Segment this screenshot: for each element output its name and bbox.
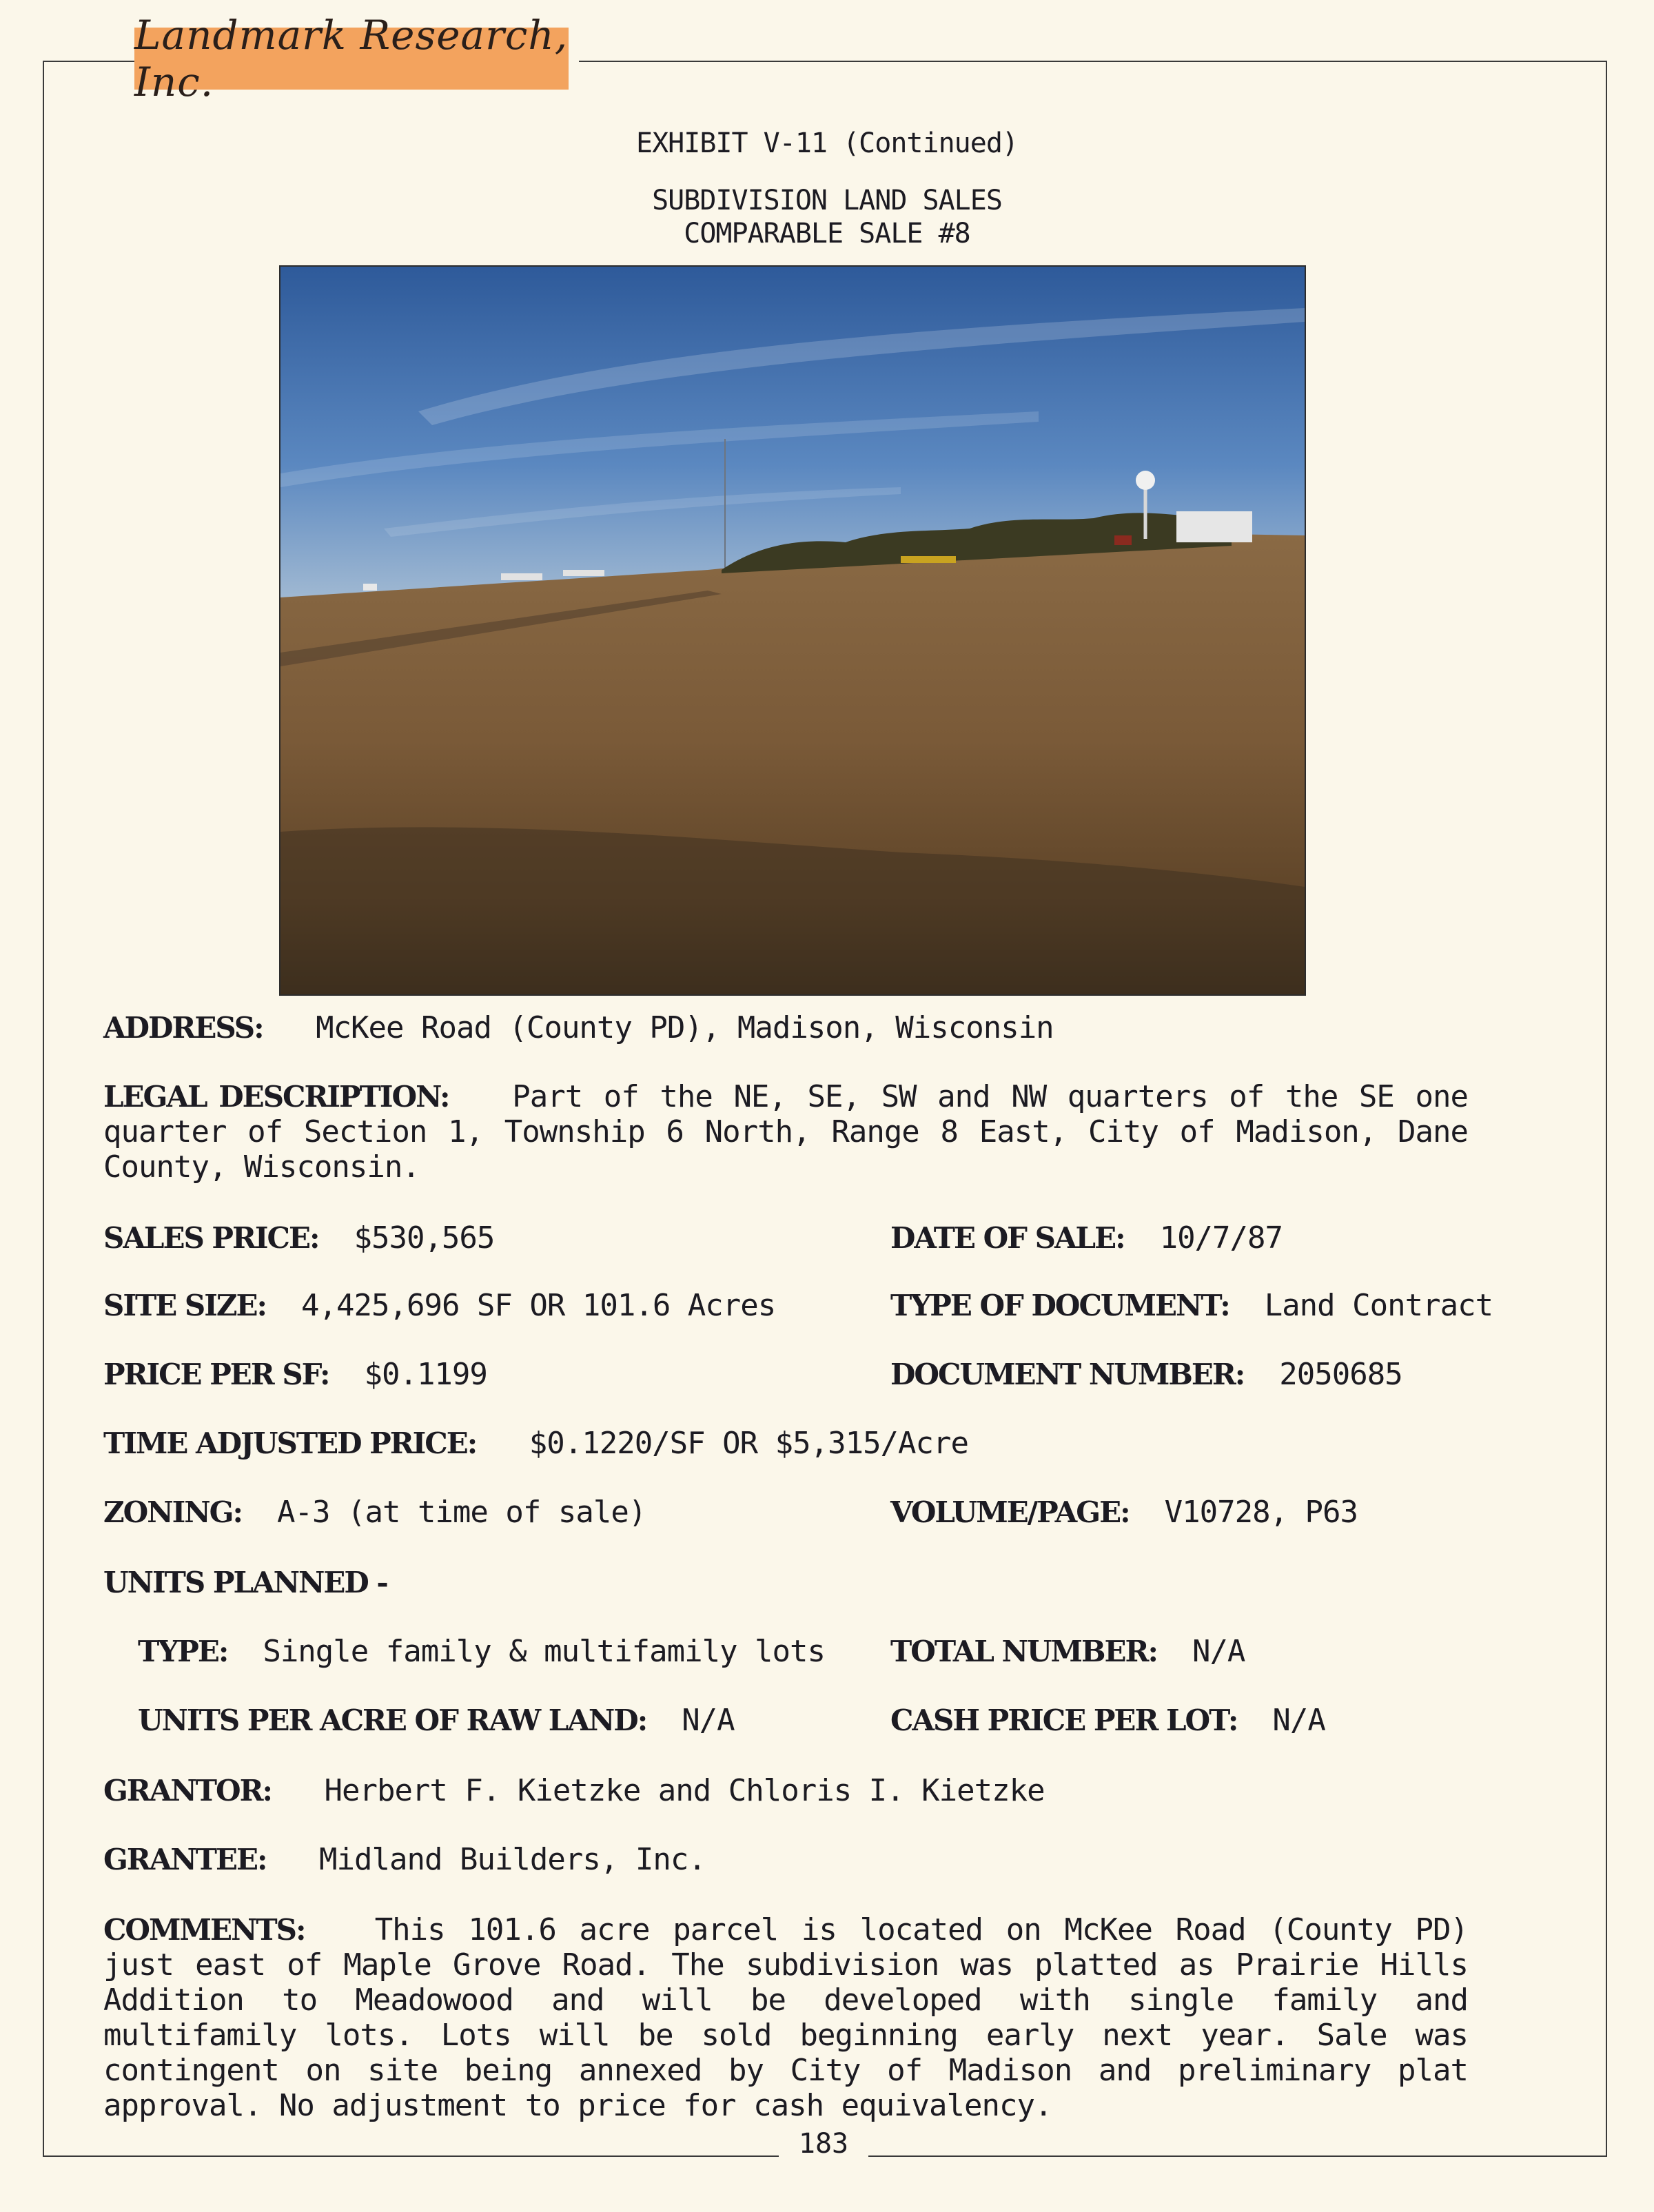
zoning-row [103,1497,646,1528]
units-per-acre-label: UNITS PER ACRE OF RAW LAND: [138,1703,647,1737]
address-row [103,1010,1054,1045]
type-value: Single family & multifamily lots [263,1634,826,1669]
sales-price-value: $530,565 [354,1220,495,1256]
comments [103,1912,1468,2123]
comments-label: COMMENTS: [103,1913,305,1947]
legal-value: Part of the NE, SE, SW and NW quarters of the SE one quarter of Section 1, Township 6 North, Range 8 East, City of Madison, Dane County, Wisconsin. [103,1079,1468,1185]
units-planned-label: UNITS PLANNED - [103,1566,387,1599]
total-number-row [890,1634,1245,1669]
total-number-value: N/A [1192,1634,1245,1669]
type-of-document-label: TYPE OF DOCUMENT: [890,1289,1229,1322]
units-per-acre-value: N/A [682,1703,735,1738]
grantee-label: GRANTEE: [103,1843,267,1876]
page-number: 183 [779,2128,868,2160]
time-adjusted-label: TIME ADJUSTED PRICE: [103,1426,477,1460]
document-number-label: DOCUMENT NUMBER: [890,1358,1245,1391]
type-row [138,1634,826,1669]
total-number-label: TOTAL NUMBER: [890,1635,1157,1668]
type-label: TYPE: [138,1635,228,1668]
date-of-sale-row [890,1220,1283,1256]
site-size-value: 4,425,696 SF OR 101.6 Acres [301,1288,776,1323]
volume-page-label: VOLUME/PAGE: [890,1495,1130,1529]
zoning-label: ZONING: [103,1495,243,1529]
price-per-sf-value: $0.1199 [364,1357,487,1392]
price-per-sf-row [103,1357,487,1392]
company-logo [134,12,569,105]
units-per-acre-row [138,1703,735,1738]
type-of-document-row [890,1288,1493,1323]
time-adjusted-row [103,1428,968,1459]
legal-label: LEGAL DESCRIPTION: [103,1080,449,1114]
zoning-value: A-3 (at time of sale) [277,1495,646,1530]
address-value: McKee Road (County PD), Madison, Wisconsin [316,1010,1054,1045]
site-size-row [103,1288,776,1323]
logo-text: Landmark Research, Inc. [134,12,569,105]
frame-top-left [43,61,134,62]
document-number-value: 2050685 [1279,1357,1402,1392]
document-number-row [890,1357,1402,1392]
frame-right [1606,61,1607,2157]
type-of-document-value: Land Contract [1264,1288,1493,1323]
volume-page-row [890,1497,1358,1528]
units-planned-heading [103,1568,387,1598]
grantee-row [103,1842,706,1877]
time-adjusted-value: $0.1220/SF OR $5,315/Acre [529,1426,969,1461]
frame-top-right [579,61,1607,62]
comparable-sale-title: COMPARABLE SALE #8 [684,218,970,249]
date-of-sale-value: 10/7/87 [1159,1220,1283,1256]
grantee-value: Midland Builders, Inc. [319,1842,706,1877]
landscape-photo [279,265,1306,996]
sales-price-label: SALES PRICE: [103,1221,319,1255]
cash-price-per-lot-label: CASH PRICE PER LOT: [890,1703,1238,1737]
grantor-row [103,1773,1045,1808]
grantor-label: GRANTOR: [103,1774,272,1808]
cash-price-per-lot-row [890,1703,1325,1738]
grantor-value: Herbert F. Kietzke and Chloris I. Kietzke [324,1773,1045,1808]
frame-left [43,61,44,2157]
volume-page-value: V10728, P63 [1164,1495,1358,1530]
sales-price-row [103,1220,495,1256]
exhibit-title: EXHIBIT V-11 (Continued) [636,127,1018,159]
date-of-sale-label: DATE OF SALE: [890,1221,1125,1255]
cash-price-per-lot-value: N/A [1272,1703,1325,1738]
legal-description [103,1079,1468,1185]
comments-value: This 101.6 acre parcel is located on McKee Road (County PD) just east of Maple Grove Road. The subdivision was platted as Prairie Hills Addition to Meadowood and will be developed with single family and multifamily lots. Lots will be sold beginning early next year. Sale was contingent on site being annexed by City of Madison and preliminary plat approval. No adjustment to price for cash equivalency. [103,1912,1468,2123]
exhibit-subtitle: SUBDIVISION LAND SALES [652,185,1002,216]
price-per-sf-label: PRICE PER SF: [103,1358,329,1391]
site-size-label: SITE SIZE: [103,1289,267,1322]
address-label: ADDRESS: [103,1011,263,1045]
